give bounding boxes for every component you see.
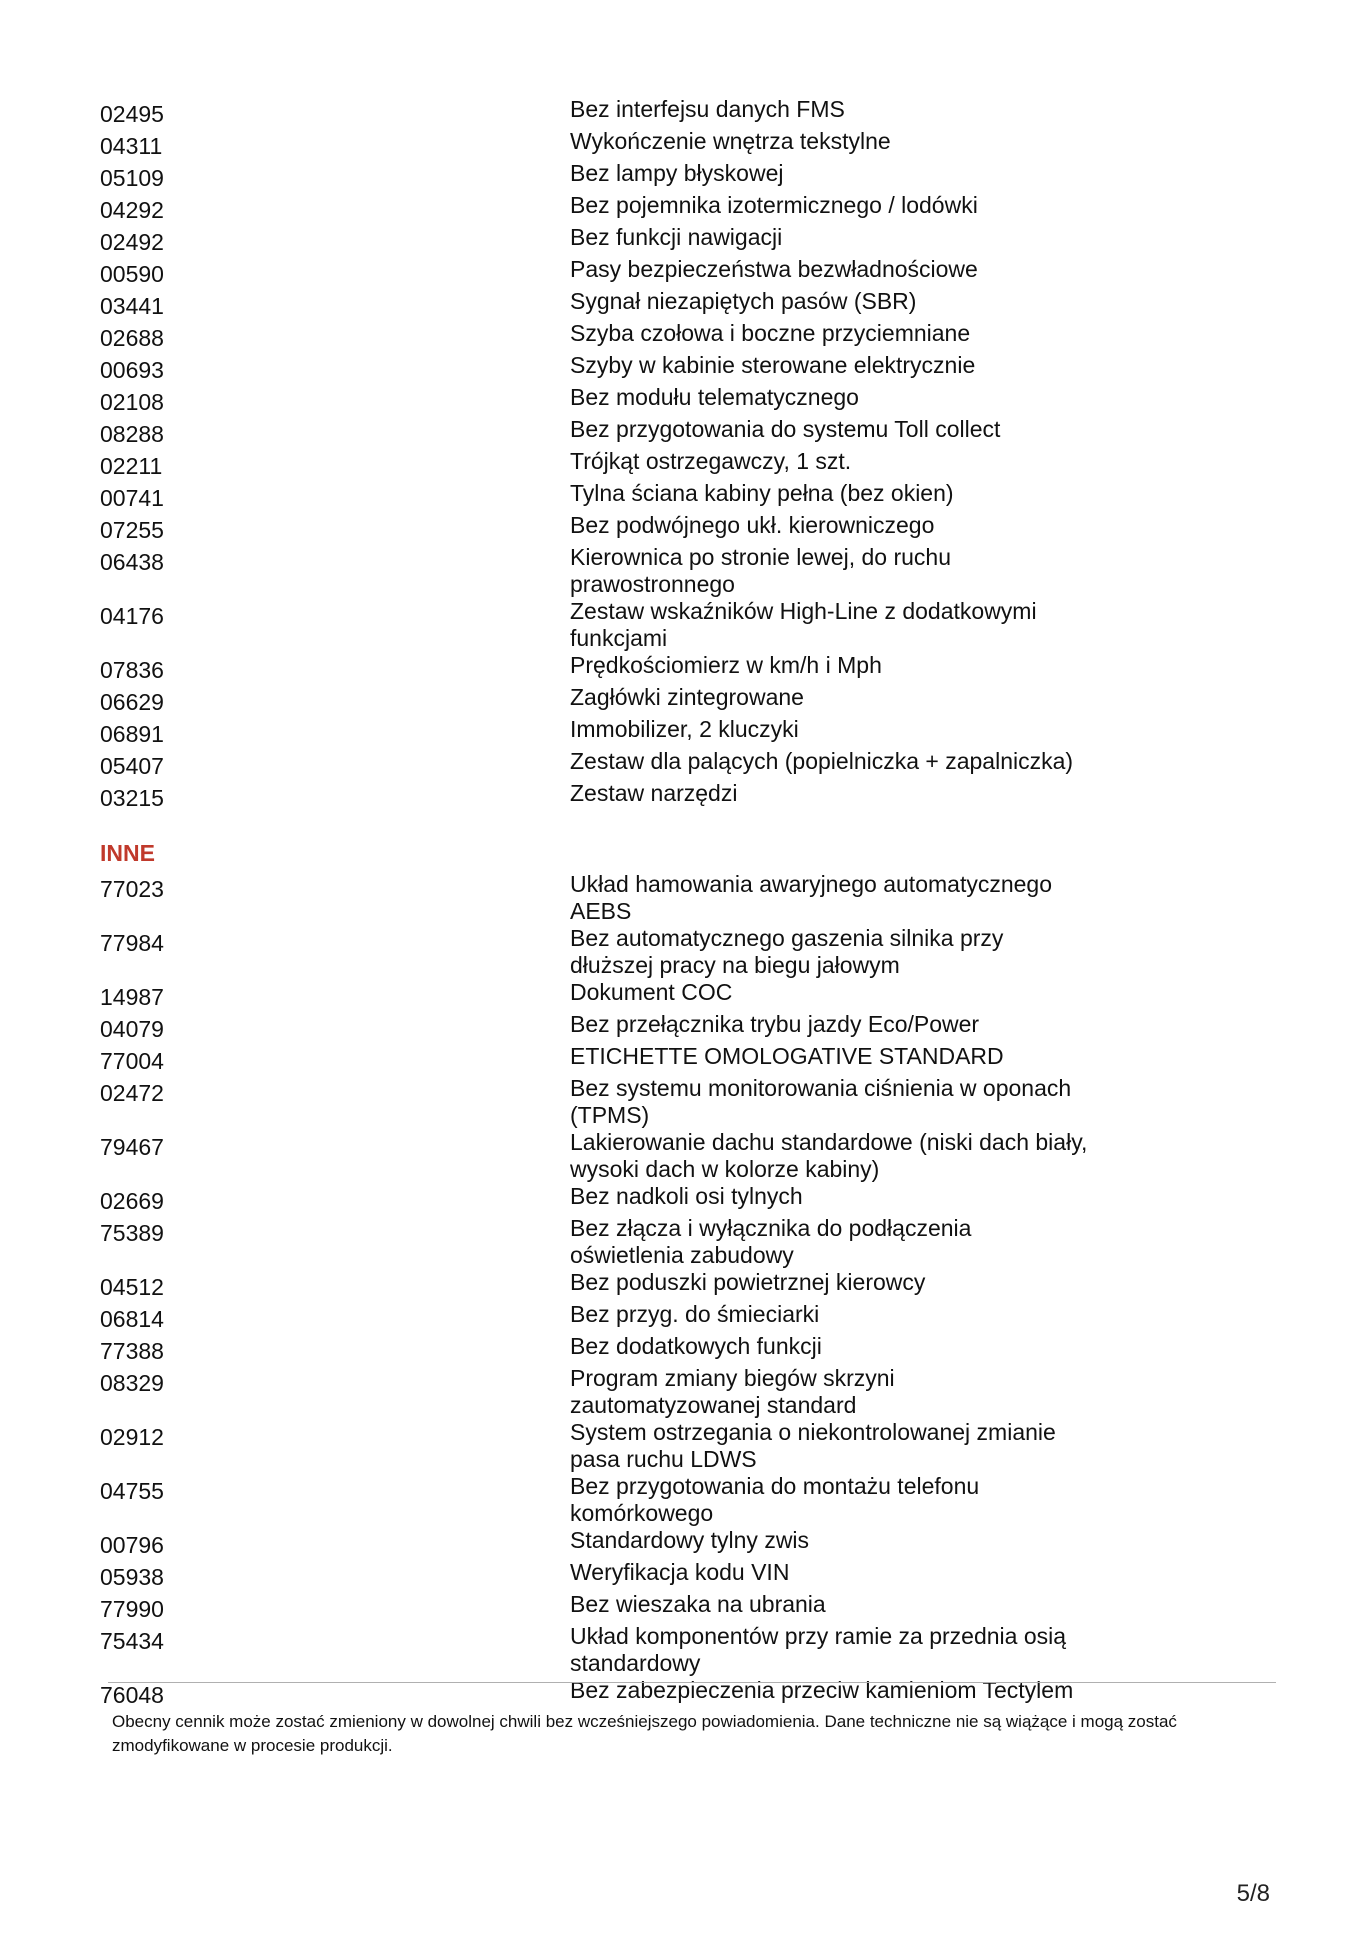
list-item <box>100 1527 1100 1559</box>
standard-items <box>100 96 1100 812</box>
item-code: 03441 <box>100 293 164 319</box>
item-code: 77023 <box>100 876 164 902</box>
item-code: 03215 <box>100 785 164 811</box>
item-code: 04079 <box>100 1016 164 1042</box>
item-description: Zestaw narzędzi <box>570 780 738 806</box>
item-code: 75389 <box>100 1220 164 1246</box>
item-code: 02472 <box>100 1080 164 1106</box>
list-item <box>100 871 1100 925</box>
list-item <box>100 1011 1100 1043</box>
item-code: 77004 <box>100 1048 164 1074</box>
list-item <box>100 1215 1100 1269</box>
item-description: Bez poduszki powietrznej kierowcy <box>570 1269 926 1295</box>
item-code: 04755 <box>100 1478 164 1504</box>
list-item <box>100 288 1100 320</box>
list-item <box>100 160 1100 192</box>
item-code: 07255 <box>100 517 164 543</box>
list-item <box>100 320 1100 352</box>
list-item <box>100 1473 1100 1527</box>
item-code: 06438 <box>100 549 164 575</box>
item-code: 00741 <box>100 485 164 511</box>
page-number: 5/8 <box>1236 1880 1270 1907</box>
item-description: Szyby w kabinie sterowane elektrycznie <box>570 352 976 378</box>
item-code: 02492 <box>100 229 164 255</box>
list-item <box>100 1043 1100 1075</box>
list-item <box>100 925 1100 979</box>
list-item <box>100 256 1100 288</box>
list-item <box>100 979 1100 1011</box>
item-code: 00796 <box>100 1532 164 1558</box>
item-description: Układ komponentów przy ramie za przednia osią standardowy <box>570 1623 1067 1676</box>
item-code: 06814 <box>100 1306 164 1332</box>
item-code: 02669 <box>100 1188 164 1214</box>
item-description: Szyba czołowa i boczne przyciemniane <box>570 320 971 346</box>
item-code: 79467 <box>100 1134 164 1160</box>
item-description: Bez przygotowania do systemu Toll collect <box>570 416 1001 442</box>
item-code: 04512 <box>100 1274 164 1300</box>
list-item <box>100 1591 1100 1623</box>
list-item <box>100 652 1100 684</box>
item-code: 08329 <box>100 1370 164 1396</box>
item-code: 06891 <box>100 721 164 747</box>
section-heading: INNE <box>100 840 155 866</box>
item-code: 02495 <box>100 101 164 127</box>
list-item <box>100 1419 1100 1473</box>
list-item <box>100 448 1100 480</box>
other-items <box>100 871 1100 1709</box>
item-description: Pasy bezpieczeństwa bezwładnościowe <box>570 256 978 282</box>
list-item <box>100 1269 1100 1301</box>
item-code: 77984 <box>100 930 164 956</box>
item-description: Bez nadkoli osi tylnych <box>570 1183 803 1209</box>
item-code: 05407 <box>100 753 164 779</box>
list-item <box>100 1129 1100 1183</box>
item-description: Prędkościomierz w km/h i Mph <box>570 652 882 678</box>
item-description: Układ hamowania awaryjnego automatycznego AEBS <box>570 871 1053 924</box>
item-code: 04176 <box>100 603 164 629</box>
item-description: Bez przygotowania do montażu telefonu komórkowego <box>570 1473 980 1526</box>
item-description: Program zmiany biegów skrzyni zautomatyzowanej standard <box>570 1365 895 1418</box>
item-description: Dokument COC <box>570 979 733 1005</box>
item-description: Immobilizer, 2 kluczyki <box>570 716 799 742</box>
item-description: Lakierowanie dachu standardowe (niski dach biały, wysoki dach w kolorze kabiny) <box>570 1129 1088 1182</box>
item-description: Zestaw dla palących (popielniczka + zapalniczka) <box>570 748 1074 774</box>
list-item <box>100 480 1100 512</box>
item-description: Kierownica po stronie lewej, do ruchu prawostronnego <box>570 544 951 597</box>
list-item <box>100 1623 1100 1677</box>
item-description: Bez funkcji nawigacji <box>570 224 783 250</box>
item-description: Wykończenie wnętrza tekstylne <box>570 128 891 154</box>
list-item <box>100 1365 1100 1419</box>
list-item <box>100 1301 1100 1333</box>
list-item <box>100 1183 1100 1215</box>
item-description: Trójkąt ostrzegawczy, 1 szt. <box>570 448 852 474</box>
item-description: Bez modułu telematycznego <box>570 384 859 410</box>
list-item <box>100 96 1100 128</box>
item-description: Bez lampy błyskowej <box>570 160 784 186</box>
footer-divider <box>108 1682 1276 1683</box>
footnote: Obecny cennik może zostać zmieniony w dowolnej chwili bez wcześniejszego powiadomienia. Dane techniczne nie są wiążące i mogą zostać zmodyfikowane w procesie produkcji. <box>112 1712 1177 1755</box>
item-description: Bez zabezpieczenia przeciw kamieniom Tectylem <box>570 1677 1074 1703</box>
list-item <box>100 684 1100 716</box>
item-description: ETICHETTE OMOLOGATIVE STANDARD <box>570 1043 1004 1069</box>
item-description: Bez interfejsu danych FMS <box>570 96 845 122</box>
item-description: Bez systemu monitorowania ciśnienia w oponach (TPMS) <box>570 1075 1072 1128</box>
list-item <box>100 192 1100 224</box>
equipment-list <box>100 96 1100 1709</box>
list-item <box>100 598 1100 652</box>
item-description: System ostrzegania o niekontrolowanej zmianie pasa ruchu LDWS <box>570 1419 1056 1472</box>
item-description: Bez dodatkowych funkcji <box>570 1333 822 1359</box>
item-code: 04292 <box>100 197 164 223</box>
item-code: 00590 <box>100 261 164 287</box>
list-item <box>100 384 1100 416</box>
item-code: 02688 <box>100 325 164 351</box>
list-item <box>100 780 1100 812</box>
item-description: Bez przyg. do śmieciarki <box>570 1301 820 1327</box>
item-code: 05938 <box>100 1564 164 1590</box>
list-item <box>100 224 1100 256</box>
list-item <box>100 352 1100 384</box>
item-description: Tylna ściana kabiny pełna (bez okien) <box>570 480 954 506</box>
item-code: 77990 <box>100 1596 164 1622</box>
item-description: Zestaw wskaźników High-Line z dodatkowymi funkcjami <box>570 598 1037 651</box>
item-description: Bez złącza i wyłącznika do podłączenia oświetlenia zabudowy <box>570 1215 972 1268</box>
list-item <box>100 512 1100 544</box>
item-code: 77388 <box>100 1338 164 1364</box>
item-code: 02912 <box>100 1424 164 1450</box>
item-code: 02211 <box>100 453 163 479</box>
item-description: Bez pojemnika izotermicznego / lodówki <box>570 192 978 218</box>
item-description: Bez automatycznego gaszenia silnika przy dłuższej pracy na biegu jałowym <box>570 925 1004 978</box>
item-code: 04311 <box>100 133 163 159</box>
item-description: Standardowy tylny zwis <box>570 1527 810 1553</box>
item-description: Bez przełącznika trybu jazdy Eco/Power <box>570 1011 980 1037</box>
item-code: 75434 <box>100 1628 164 1654</box>
item-code: 06629 <box>100 689 164 715</box>
list-item <box>100 1075 1100 1129</box>
item-description: Bez podwójnego ukł. kierowniczego <box>570 512 935 538</box>
item-description: Sygnał niezapiętych pasów (SBR) <box>570 288 917 314</box>
item-description: Bez wieszaka na ubrania <box>570 1591 826 1617</box>
item-code: 08288 <box>100 421 164 447</box>
item-code: 00693 <box>100 357 164 383</box>
list-item <box>100 716 1100 748</box>
item-description: Weryfikacja kodu VIN <box>570 1559 790 1585</box>
list-item <box>100 748 1100 780</box>
item-code: 76048 <box>100 1682 164 1708</box>
list-item <box>100 1333 1100 1365</box>
item-code: 14987 <box>100 984 164 1010</box>
list-item <box>100 416 1100 448</box>
item-code: 07836 <box>100 657 164 683</box>
list-item <box>100 544 1100 598</box>
item-description: Zagłówki zintegrowane <box>570 684 804 710</box>
list-item <box>100 128 1100 160</box>
item-code: 02108 <box>100 389 164 415</box>
item-code: 05109 <box>100 165 164 191</box>
list-item <box>100 1559 1100 1591</box>
